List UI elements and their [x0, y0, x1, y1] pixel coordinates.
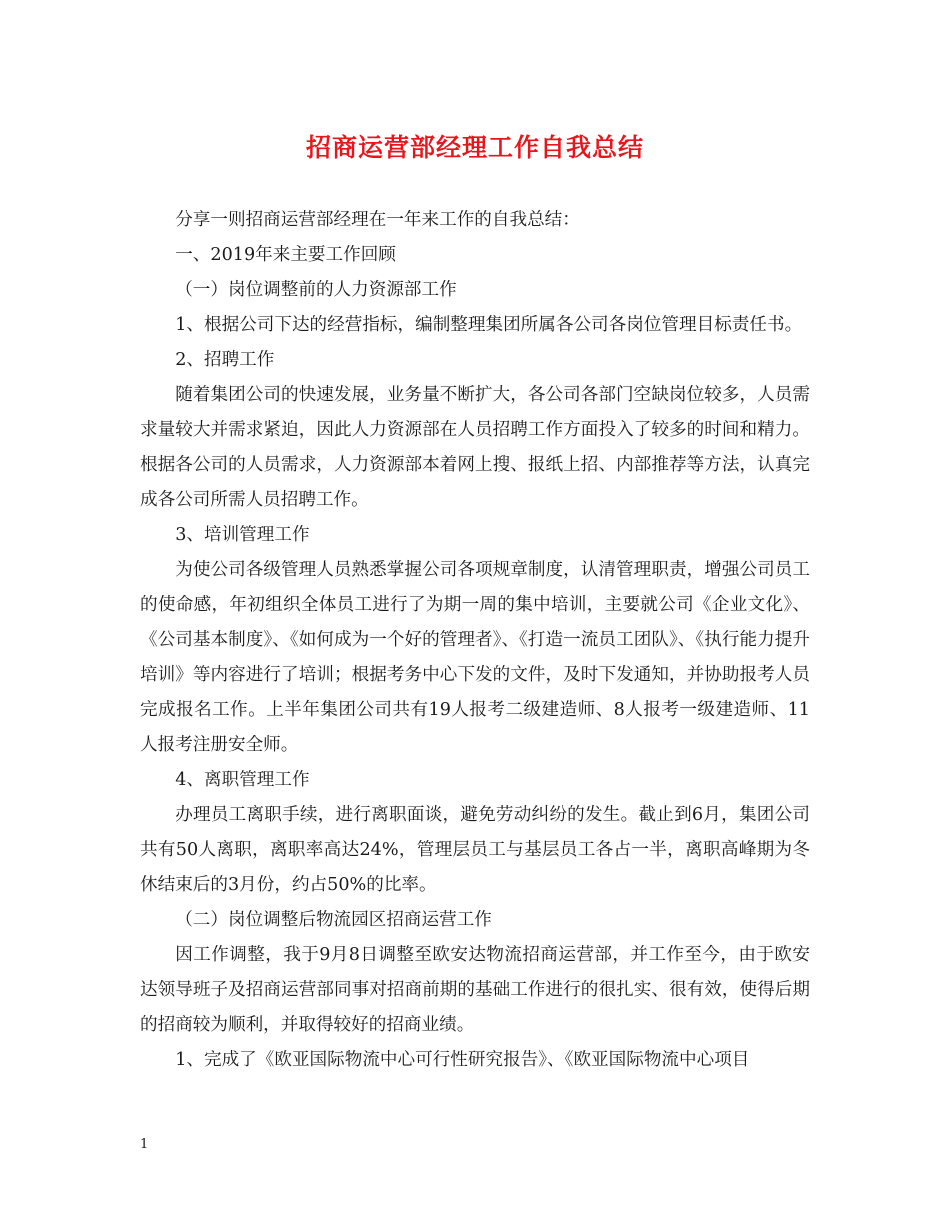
document-title: 招商运营部经理工作自我总结: [305, 133, 644, 162]
item-heading-recruitment: 2、招聘工作: [175, 350, 275, 370]
paragraph-job-adjustment: 因工作调整，我于9月8日调整至欧安达物流招商运营部，并工作至今，由于欧安达领导班子及招商运营部同事对招商前期的基础工作进行的很扎实、很有效，使得后期的招商较为顺利，并取得较好的招商业绩。: [140, 945, 810, 1035]
item-heading-training: 3、培训管理工作: [175, 525, 310, 545]
paragraph-resignation: 办理员工离职手续，进行离职面谈，避免劳动纠纷的发生。截止到6月，集团公司共有50人离职，离职率高达24%，管理层员工与基层员工各占一半，离职高峰期为冬休结束后的3月份，约占50%的比率。: [140, 805, 810, 895]
paragraph-item-1: 1、根据公司下达的经营指标，编制整理集团所属各公司各岗位管理目标责任书。: [175, 315, 803, 335]
subsection-heading-2: （二）岗位调整后物流园区招商运营工作: [175, 910, 492, 930]
paragraph-intro: 分享一则招商运营部经理在一年来工作的自我总结：: [175, 210, 580, 230]
item-heading-resignation: 4、离职管理工作: [175, 770, 310, 790]
page-number: 1: [140, 1137, 149, 1152]
section-heading-1: 一、2019年来主要工作回顾: [175, 245, 396, 265]
document-body: [140, 203, 810, 1078]
paragraph-recruitment: 随着集团公司的快速发展，业务量不断扩大，各公司各部门空缺岗位较多，人员需求量较大并需求紧迫，因此人力资源部在人员招聘工作方面投入了较多的时间和精力。根据各公司的人员需求，人力资源部本着网上搜、报纸上招、内部推荐等方法，认真完成各公司所需人员招聘工作。: [140, 385, 810, 510]
paragraph-item-completed: 1、完成了《欧亚国际物流中心可行性研究报告》、《欧亚国际物流中心项目: [175, 1050, 750, 1070]
subsection-heading-1: （一）岗位调整前的人力资源部工作: [175, 280, 457, 300]
paragraph-training: 为使公司各级管理人员熟悉掌握公司各项规章制度，认清管理职责，增强公司员工的使命感，年初组织全体员工进行了为期一周的集中培训，主要就公司《企业文化》、《公司基本制度》、《如何成为一个好的管理者》、《打造一流员工团队》、《执行能力提升培训》等内容进行了培训；根据考务中心下发的文件，及时下发通知，并协助报考人员完成报名工作。上半年集团公司共有19人报考二级建造师、8人报考一级建造师、11人报考注册安全师。: [140, 560, 810, 755]
